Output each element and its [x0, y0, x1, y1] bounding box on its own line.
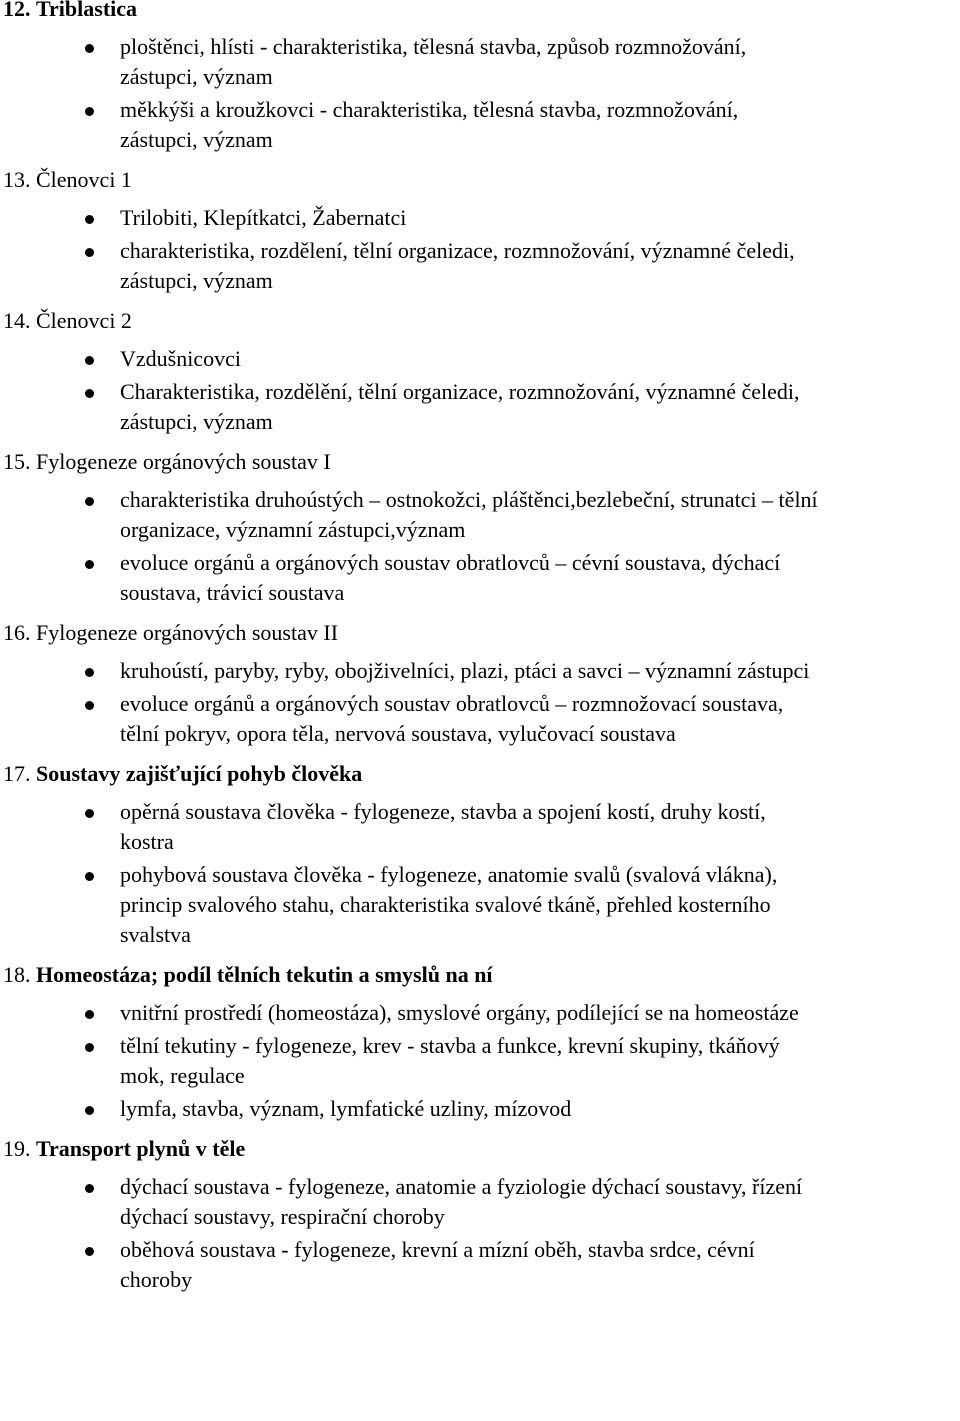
section-heading [3, 306, 958, 336]
section-heading [3, 960, 958, 990]
list-item-line: svalstva [120, 922, 191, 947]
bullet-list [3, 344, 958, 437]
bullet-icon [85, 356, 94, 365]
bullet-icon [85, 497, 94, 506]
section-title-text: Transport plynů v těle [36, 1136, 246, 1161]
bullet-list [3, 656, 958, 749]
list-item-line: princip svalového stahu, charakteristika svalové tkáně, přehled kosterního [120, 892, 771, 917]
list-item [3, 203, 958, 233]
list-item-line: oběhová soustava - fylogeneze, krevní a mízní oběh, stavba srdce, cévní [120, 1237, 755, 1262]
list-item-line: zástupci, význam [120, 127, 273, 152]
section-heading [3, 1134, 958, 1164]
section-heading [3, 618, 958, 648]
bullet-list [3, 485, 958, 608]
list-item [3, 689, 958, 749]
list-item-line: zástupci, význam [120, 409, 273, 434]
list-item [3, 485, 958, 545]
section-heading [3, 447, 958, 477]
list-item [3, 32, 958, 92]
list-item-line: tělní pokryv, opora těla, nervová soustava, vylučovací soustava [120, 721, 676, 746]
list-item [3, 1235, 958, 1295]
bullet-icon [85, 44, 94, 53]
bullet-list [3, 998, 958, 1124]
list-item-line: ploštěnci, hlísti - charakteristika, tělesná stavba, způsob rozmnožování, [120, 34, 747, 59]
list-item-line: evoluce orgánů a orgánových soustav obratlovců – cévní soustava, dýchací [120, 550, 781, 575]
list-item-line: zástupci, význam [120, 64, 273, 89]
bullet-icon [85, 107, 94, 116]
list-item [3, 860, 958, 950]
bullet-icon [85, 1043, 94, 1052]
section-heading [3, 0, 958, 24]
list-item [3, 1172, 958, 1232]
list-item [3, 344, 958, 374]
list-item-line: tělní tekutiny - fylogeneze, krev - stavba a funkce, krevní skupiny, tkáňový [120, 1033, 780, 1058]
list-item-line: kostra [120, 829, 174, 854]
list-item-line: Trilobiti, Klepítkatci, Žabernatci [120, 205, 407, 230]
bullet-icon [85, 1106, 94, 1115]
bullet-list [3, 1172, 958, 1295]
list-item-line: Charakteristika, rozdělění, tělní organizace, rozmnožování, významné čeledi, [120, 379, 800, 404]
list-item [3, 1094, 958, 1124]
list-item-line: vnitřní prostředí (homeostáza), smyslové orgány, podílející se na homeostáze [120, 1000, 799, 1025]
bullet-list [3, 203, 958, 296]
list-item-line: charakteristika druhoústých – ostnokožci, pláštěnci,bezlebeční, strunatci – tělní [120, 487, 818, 512]
list-item-line: mok, regulace [120, 1063, 245, 1088]
bullet-icon [85, 560, 94, 569]
section-title-text: Členovci 1 [36, 167, 132, 192]
bullet-icon [85, 248, 94, 257]
bullet-icon [85, 701, 94, 710]
list-item-line: soustava, trávicí soustava [120, 580, 345, 605]
bullet-icon [85, 809, 94, 818]
section-title-text: Fylogeneze orgánových soustav I [36, 449, 331, 474]
section-title-text: Fylogeneze orgánových soustav II [36, 620, 339, 645]
list-item-line: organizace, významní zástupci,význam [120, 517, 466, 542]
section-number: 17. [3, 761, 31, 786]
list-item [3, 998, 958, 1028]
list-item [3, 548, 958, 608]
list-item-line: charakteristika, rozdělení, tělní organizace, rozmnožování, významné čeledi, [120, 238, 795, 263]
section-heading [3, 759, 958, 789]
section-number: 14. [3, 308, 31, 333]
bullet-icon [85, 1247, 94, 1256]
document-page [3, 0, 958, 1295]
list-item-line: evoluce orgánů a orgánových soustav obratlovců – rozmnožovací soustava, [120, 691, 784, 716]
bullet-list [3, 32, 958, 155]
bullet-icon [85, 389, 94, 398]
list-item-line: choroby [120, 1267, 193, 1292]
bullet-icon [85, 215, 94, 224]
list-item [3, 236, 958, 296]
list-item [3, 377, 958, 437]
section-number: 16. [3, 620, 31, 645]
list-item-line: pohybová soustava člověka - fylogeneze, anatomie svalů (svalová vlákna), [120, 862, 778, 887]
section-title-text: Členovci 2 [36, 308, 132, 333]
section-title-text: Homeostáza; podíl tělních tekutin a smyslů na ní [36, 962, 493, 987]
section-number: 15. [3, 449, 31, 474]
section-title-text: Triblastica [36, 0, 138, 21]
bullet-list [3, 797, 958, 950]
list-item-line: kruhoústí, paryby, ryby, obojživelníci, plazi, ptáci a savci – významní zástupci [120, 658, 810, 683]
section-number: 13. [3, 167, 31, 192]
list-item-line: dýchací soustava - fylogeneze, anatomie a fyziologie dýchací soustavy, řízení [120, 1174, 803, 1199]
list-item [3, 1031, 958, 1091]
list-item-line: lymfa, stavba, význam, lymfatické uzliny, mízovod [120, 1096, 572, 1121]
section-number: 18. [3, 962, 31, 987]
list-item-line: opěrná soustava člověka - fylogeneze, stavba a spojení kostí, druhy kostí, [120, 799, 766, 824]
list-item-line: měkkýši a kroužkovci - charakteristika, tělesná stavba, rozmnožování, [120, 97, 739, 122]
section-number: 12. [3, 0, 31, 21]
list-item [3, 656, 958, 686]
section-number: 19. [3, 1136, 31, 1161]
list-item-line: dýchací soustavy, respirační choroby [120, 1204, 445, 1229]
section-heading [3, 165, 958, 195]
list-item-line: Vzdušnicovci [120, 346, 241, 371]
bullet-icon [85, 872, 94, 881]
bullet-icon [85, 1184, 94, 1193]
section-title-text: Soustavy zajišťující pohyb člověka [36, 761, 363, 786]
list-item-line: zástupci, význam [120, 268, 273, 293]
bullet-icon [85, 1010, 94, 1019]
list-item [3, 797, 958, 857]
bullet-icon [85, 668, 94, 677]
list-item [3, 95, 958, 155]
